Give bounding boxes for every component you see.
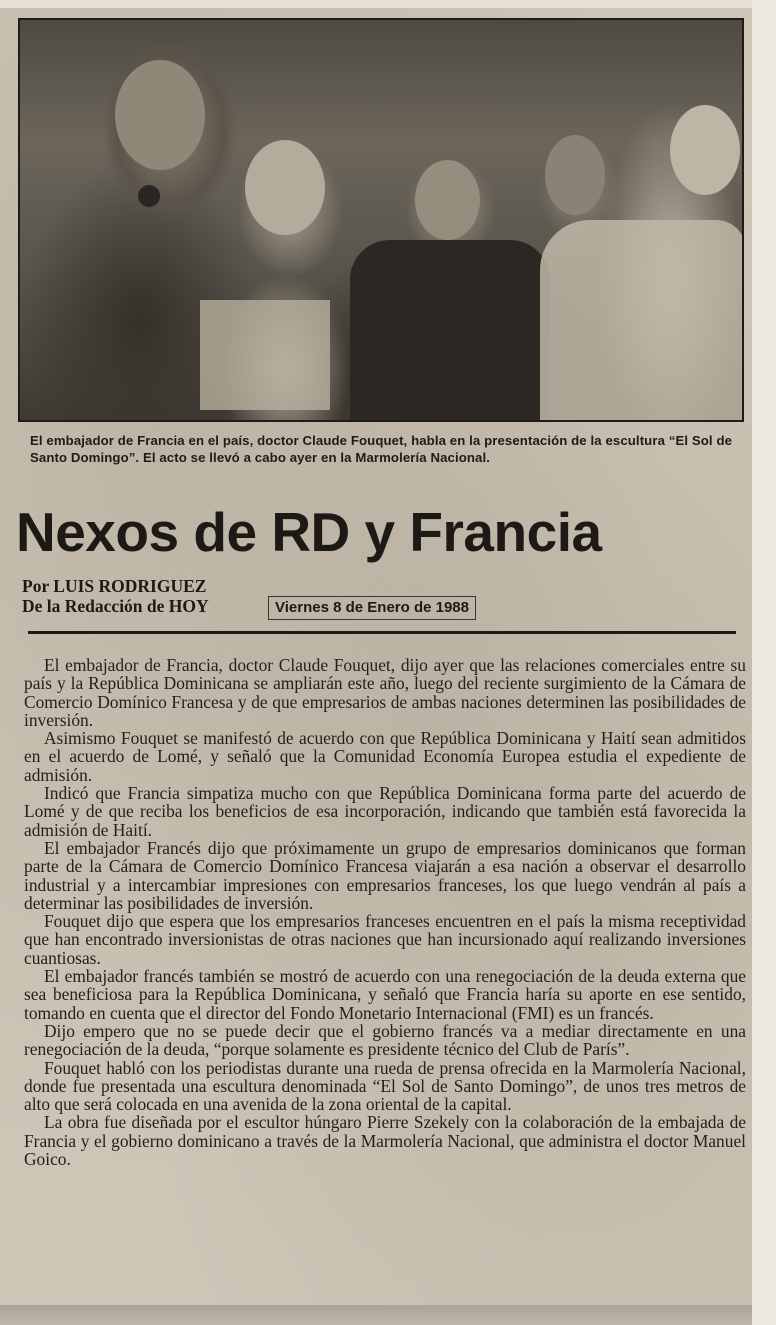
byline-author: Por LUIS RODRIGUEZ bbox=[22, 576, 207, 596]
byline bbox=[22, 576, 209, 616]
page-bottom-edge bbox=[0, 1305, 752, 1325]
ambassador-figure bbox=[415, 160, 480, 240]
paragraph: Asimismo Fouquet se manifestó de acuerdo con que República Dominicana y Haití sean admitidos en el acuerdo de Lomé, y señaló que la Comunidad Economía Europea estudia el expediente de admisión. bbox=[24, 728, 746, 785]
article-body bbox=[24, 656, 746, 1168]
paragraph: El embajador de Francia, doctor Claude Fouquet, dijo ayer que las relaciones comerciales entre su país y la República Dominicana se ampliarán este año, luego del reciente surgimiento de la Cámara de Comercio Domínico Francesa y de que empresarios de ambas naciones determinen las posibilidades de inversión. bbox=[24, 655, 746, 730]
dateline: Viernes 8 de Enero de 1988 bbox=[268, 596, 476, 620]
bearded-man-figure bbox=[545, 135, 605, 215]
headline: Nexos de RD y Francia bbox=[16, 501, 602, 563]
page-margin bbox=[752, 0, 776, 1325]
press-photo bbox=[18, 18, 744, 422]
paragraph: Dijo empero que no se puede decir que el gobierno francés va a mediar directamente en una renegociación de la deuda, “porque solamente es presidente técnico del Club de París”. bbox=[24, 1020, 746, 1060]
byline-desk: De la Redacción de HOY bbox=[22, 596, 209, 616]
paragraph: El embajador francés también se mostró de acuerdo con una renegociación de la deuda externa que sea beneficiosa para la República Dominicana, y señaló que Francia haría su aporte en ese sentido, tomando en cuenta que el director del Fondo Monetario Internacional (FMI) es un francés. bbox=[24, 966, 746, 1023]
paragraph: Indicó que Francia simpatiza mucho con que República Dominicana forma parte del acuerdo de Lomé y de que reciba los beneficios de esa incorporación, indicando que también está favorecida la admisión de Haití. bbox=[24, 783, 746, 840]
bald-man-figure bbox=[245, 140, 325, 235]
dark-suit-shape bbox=[350, 240, 550, 422]
divider-rule bbox=[28, 631, 736, 634]
papers-prop bbox=[200, 300, 330, 410]
man-with-glasses-figure bbox=[670, 105, 740, 195]
microphone-icon bbox=[138, 185, 160, 207]
paragraph: Fouquet habló con los periodistas durante una rueda de prensa ofrecida en la Marmolería Nacional, donde fue presentada una escultura denominada “El Sol de Santo Domingo”, de unos tres metros de alto que será colocada en una avenida de la zona oriental de la capital. bbox=[24, 1057, 746, 1115]
light-suit-shape bbox=[540, 220, 744, 422]
speaker-figure bbox=[115, 60, 205, 170]
photo-caption: El embajador de Francia en el país, doctor Claude Fouquet, habla en la presentación de la escultura “El Sol de Santo Domingo”. El acto se llevó a cabo ayer en la Marmolería Nacional. bbox=[30, 433, 733, 465]
paragraph: Fouquet dijo que espera que los empresarios franceses encuentren en el país la misma receptividad que han encontrado inversionistas de otras naciones que han incursionado aquí realizando inversiones cuantiosas. bbox=[24, 911, 746, 968]
paragraph: La obra fue diseñada por el escultor húngaro Pierre Szekely con la colaboración de la embajada de Francia y el gobierno dominicano a través de la Marmolería Nacional, que administra el doctor Manuel Goico. bbox=[24, 1112, 746, 1170]
paragraph: El embajador Francés dijo que próximamente un grupo de empresarios dominicanos que forman parte de la Cámara de Comercio Domínico Francesa viajarán a esa nación a observar el desarrollo industrial y a intercambiar impresiones con empresarios franceses, los que luego vendrán al país a determinar las posibilidades de inversión. bbox=[24, 837, 746, 913]
